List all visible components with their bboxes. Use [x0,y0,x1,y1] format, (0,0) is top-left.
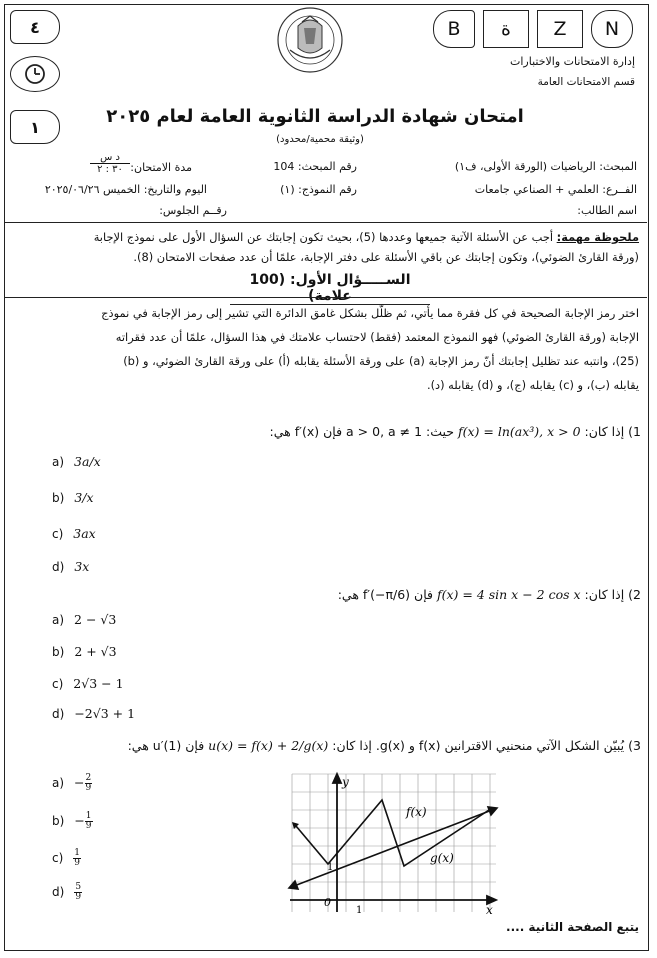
directions-line-1: اختر رمز الإجابة الصحيحة في كل فقرة مما يأتي، ثم ظلّل بشكل غامق الدائرة التي تشير إلى رمز الإجابة في نموذج [101,306,639,320]
q3-option-c[interactable] [52,849,81,868]
option-value: 2 − √3 [74,612,117,627]
exam-date: اليوم والتاريخ: الخميس ٢٠٢٥/٠٦/٢٦ [44,183,207,196]
important-note [14,228,639,246]
question-ask: فإن f′(−π/6) هي: [337,587,433,602]
option-value: 3/x [74,490,94,505]
question-number: 3) [628,738,641,753]
graph-grid [292,774,496,912]
question-1 [21,424,641,439]
option-fraction [85,812,93,831]
q3-option-b[interactable] [52,812,93,831]
fraction-denominator: 9 [85,821,92,831]
fraction-numerator: 1 [74,848,81,858]
question-number: 1) [628,424,641,439]
track-letter: Z [553,18,567,40]
question-condition: حيث: a > 0, a ≠ 1 [346,424,455,439]
option-label: a) [52,613,65,627]
option-fraction [85,774,93,793]
graph-axes [290,774,496,912]
track-cell-b [433,10,475,48]
track-letter: N [604,18,620,40]
track-cell-taa [483,10,529,48]
q1-option-b[interactable] [52,490,94,505]
subject-line: المبحث: الرياضيات (الورقة الأولى، ف١) [454,160,637,173]
track-letter: B [447,18,461,40]
student-name-field: اسم الطالب: [577,204,637,217]
option-sign: − [74,775,85,790]
fraction-numerator: 5 [75,882,82,892]
y-axis-label: y [342,775,349,789]
x-tick-label: 1 [356,905,363,916]
continue-note: يتبع الصفحة الثانية .... [506,920,639,934]
option-sign: − [74,813,85,828]
option-fraction [74,883,82,902]
note-text: أجب عن الأسئلة الآتية جميعها وعددها (5)، بحيث تكون إجابتك عن السؤال الأول على نموذج الإجابة [93,230,554,244]
page-count: ٤ [30,17,40,37]
question-text: إذا كان: [584,424,625,439]
model-number: رقم النموذج: (١) [280,183,357,196]
department-line-1: إدارة الامتحانات والاختبارات [510,55,635,68]
note-label: ملحوظة مهمة: [556,230,639,244]
q2-option-a[interactable] [52,612,116,627]
option-value: 3a/x [74,454,101,469]
question-2 [21,587,641,602]
track-cell-n [591,10,633,48]
option-value: 2 + √3 [74,644,117,659]
clock-badge [10,56,60,92]
branch-line: الفــرع: العلمي + الصناعي جامعات [474,183,637,196]
option-label: b) [52,645,65,659]
q1-option-c[interactable] [52,526,96,541]
f-curve-label: f(x) [406,805,427,819]
option-value: 3x [74,559,90,574]
fraction-denominator: 9 [74,858,81,868]
duration-value [90,152,130,175]
option-label: c) [52,527,64,541]
directions-line-3: (25)، وانتبه عند تظليل إجابتك أنّ رمز الإجابة (a) على ورقة الأسئلة يقابله (أ) على ورقة القارئ الضوئي، و (b) [123,354,639,368]
fraction-numerator: 2 [85,773,92,783]
option-value: 2√3 − 1 [73,676,124,691]
option-label: c) [52,677,64,691]
q3-option-a[interactable] [52,774,92,793]
note-line-2: (ورقة القارئ الضوئي)، وتكون إجابتك عن باقي الأسئلة على دفتر الإجابة، علمًا أن عدد صفحات الامتحان (8). [133,250,639,264]
x-axis-label: x [486,903,493,916]
seat-number-field: رقــم الجلوس: [159,204,227,217]
department-line-2: قسم الامتحانات العامة [537,76,635,88]
q2-option-c[interactable] [52,676,124,691]
track-cell-z [537,10,583,48]
branch-letter-track [433,10,638,48]
section-divider [5,297,647,298]
page-number: ١ [30,117,40,137]
q1-option-d[interactable] [52,559,89,574]
origin-label: 0 [324,896,331,909]
g-curve [289,807,497,889]
function-graph [286,770,504,916]
q2-option-d[interactable] [52,706,135,721]
fraction-denominator: 9 [75,892,82,902]
question-ask: فإن f′(x) هي: [269,424,343,439]
directions-line-4: يقابله (ب)، و (c) يقابله (ج)، و (d) يقابله (د). [426,378,639,392]
option-fraction [73,849,81,868]
question-3 [21,738,641,753]
option-label: d) [52,560,65,574]
q3-option-d[interactable] [52,883,82,902]
g-curve-label: g(x) [430,851,454,865]
option-label: b) [52,491,65,505]
duration-units: د س [90,152,130,164]
option-label: a) [52,776,65,790]
question-expression: f(x) = ln(ax³), x > 0 [458,424,581,439]
question-ask: فإن u′(1) هي: [127,738,205,753]
directions-line-2: الإجابة (ورقة القارئ الضوئي) فهو النموذج المعتمد (فقط) لاحتساب علامتك في هذا السؤال، علمًا أن عدد فقراته [115,330,639,344]
q2-option-b[interactable] [52,644,117,659]
document-status: (وثيقة محمية/محدود) [276,134,364,145]
question-text: إذا كان: [584,587,625,602]
fraction-denominator: 9 [85,783,92,793]
option-label: d) [52,707,65,721]
question-text: يُبيّن الشكل الآتي منحنيي الاقترانين f(x) و g(x). إذا كان: [332,738,625,753]
option-label: a) [52,455,65,469]
question-expression: u(x) = f(x) + 2/g(x) [208,738,329,753]
question-expression: f(x) = 4 sin x − 2 cos x [436,587,581,602]
option-label: b) [52,814,65,828]
header-divider [5,222,647,223]
option-label: d) [52,885,65,899]
jordan-crest-logo [268,6,352,76]
option-label: c) [52,851,64,865]
subject-number: رقم المبحث: 104 [273,160,357,173]
track-letter: ة [501,18,511,40]
section-title: الســـــؤال الأول: (100 علامة) [230,272,430,305]
q1-option-a[interactable] [52,454,101,469]
duration-time: ٣٠ : ٢ [97,164,123,175]
y-tick-label: 1 [327,862,334,873]
option-value: 3ax [73,526,96,541]
duration-label: مدة الامتحان: [130,161,192,174]
page-count-box [10,10,60,44]
question-number: 2) [628,587,641,602]
clock-icon [24,63,46,85]
option-value: −2√3 + 1 [74,706,136,721]
fraction-numerator: 1 [85,811,92,821]
exam-title: امتحان شهادة الدراسة الثانوية العامة لعام ٢٠٢٥ [106,106,524,127]
page-number-box [10,110,60,144]
